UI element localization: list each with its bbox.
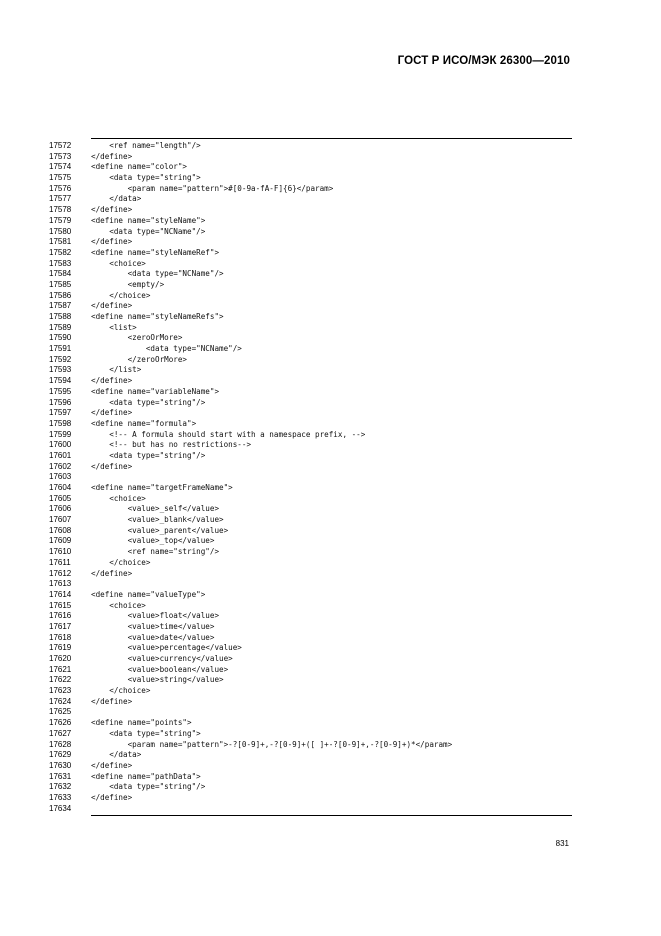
code-text: </define> [91, 205, 133, 215]
line-number: 17573 [49, 151, 72, 161]
listing-line [0, 194, 661, 205]
page-header-title: ГОСТ Р ИСО/МЭК 26300—2010 [397, 55, 570, 67]
listing-line [0, 611, 661, 622]
line-number: 17619 [49, 643, 72, 653]
code-text: </choice> [91, 290, 151, 300]
line-number: 17612 [49, 568, 72, 578]
listing-line [0, 323, 661, 334]
line-number: 17624 [49, 696, 72, 706]
line-number: 17633 [49, 792, 72, 802]
line-number: 17602 [49, 461, 72, 471]
listing-line [0, 633, 661, 644]
line-number: 17580 [49, 226, 72, 236]
line-number: 17606 [49, 504, 72, 514]
listing-line [0, 782, 661, 793]
listing-line [0, 665, 661, 676]
listing-line [0, 793, 661, 804]
listing-line [0, 173, 661, 184]
line-number: 17590 [49, 333, 72, 343]
line-number: 17610 [49, 547, 72, 557]
line-number: 17626 [49, 718, 72, 728]
listing-line [0, 365, 661, 376]
line-number: 17625 [49, 707, 72, 717]
code-text: <value>_top</value> [91, 536, 215, 546]
code-text: </zeroOrMore> [91, 354, 188, 364]
line-number: 17608 [49, 525, 72, 535]
code-text: <data type="string"> [91, 173, 201, 183]
line-number: 17630 [49, 760, 72, 770]
line-number: 17597 [49, 408, 72, 418]
line-number: 17629 [49, 750, 72, 760]
listing-line [0, 227, 661, 238]
line-number: 17615 [49, 600, 72, 610]
listing-line [0, 718, 661, 729]
listing-line [0, 740, 661, 751]
listing-line [0, 205, 661, 216]
listing-line [0, 387, 661, 398]
code-text: </define> [91, 760, 133, 770]
code-text: <value>date</value> [91, 632, 215, 642]
code-text: <data type="NCName"/> [91, 269, 224, 279]
listing-line [0, 494, 661, 505]
code-text: <value>percentage</value> [91, 643, 242, 653]
code-text: </define> [91, 301, 133, 311]
code-text: <value>string</value> [91, 675, 224, 685]
bottom-rule [91, 815, 572, 816]
listing-line [0, 590, 661, 601]
code-text: <define name="formula"> [91, 418, 197, 428]
code-text: <define name="valueType"> [91, 589, 206, 599]
line-number: 17578 [49, 205, 72, 215]
line-number: 17592 [49, 354, 72, 364]
listing-line [0, 526, 661, 537]
code-text: <choice> [91, 258, 146, 268]
code-text: <define name="color"> [91, 162, 188, 172]
line-number: 17595 [49, 386, 72, 396]
listing-line [0, 536, 661, 547]
line-number: 17607 [49, 515, 72, 525]
code-text: <data type="NCName"/> [91, 226, 206, 236]
listing-line [0, 772, 661, 783]
line-number: 17620 [49, 654, 72, 663]
line-number: 17593 [49, 365, 72, 375]
line-number: 17577 [49, 194, 72, 204]
code-text: <value>_blank</value> [91, 515, 224, 525]
listing-line [0, 675, 661, 686]
code-text: </choice> [91, 686, 151, 696]
line-number: 17605 [49, 493, 72, 503]
line-number: 17574 [49, 162, 72, 172]
listing-line [0, 333, 661, 344]
line-number: 17598 [49, 418, 72, 428]
line-number: 17575 [49, 173, 72, 183]
line-number: 17632 [49, 782, 72, 792]
code-text: </list> [91, 365, 142, 375]
line-number: 17591 [49, 344, 72, 354]
line-number: 17584 [49, 269, 72, 279]
code-text: </define> [91, 408, 133, 418]
code-text: <!-- A formula should start with a namespace prefix, --> [91, 429, 366, 439]
code-text: </define> [91, 696, 133, 706]
listing-line [0, 569, 661, 580]
line-number: 17585 [49, 279, 72, 289]
listing-line [0, 504, 661, 515]
listing-line [0, 643, 661, 654]
line-number: 17586 [49, 290, 72, 300]
line-number: 17621 [49, 664, 72, 674]
listing-line [0, 312, 661, 323]
code-text: <choice> [91, 600, 146, 610]
listing-line [0, 472, 661, 483]
line-number: 17601 [49, 450, 72, 460]
listing-line [0, 462, 661, 473]
line-number: 17618 [49, 632, 72, 642]
code-text: <value>_parent</value> [91, 525, 229, 535]
line-number: 17616 [49, 611, 72, 621]
code-text: <value>currency</value> [91, 654, 233, 663]
line-number: 17596 [49, 397, 72, 407]
listing-line [0, 398, 661, 409]
code-text: <ref name="string"/> [91, 547, 220, 557]
listing-line [0, 601, 661, 612]
listing-line [0, 237, 661, 248]
line-number: 17600 [49, 440, 72, 450]
listing-line [0, 451, 661, 462]
line-number: 17587 [49, 301, 72, 311]
listing-line [0, 419, 661, 430]
listing-line [0, 804, 661, 815]
line-number: 17599 [49, 429, 72, 439]
code-text: <param name="pattern">-?[0-9]+,-?[0-9]+([ ]+-?[0-9]+,-?[0-9]+)*</param> [91, 739, 453, 749]
top-rule [91, 138, 572, 139]
code-text: </define> [91, 568, 133, 578]
line-number: 17617 [49, 621, 72, 631]
code-text: <define name="variableName"> [91, 386, 220, 396]
line-number: 17583 [49, 258, 72, 268]
line-number: 17613 [49, 579, 72, 589]
listing-line [0, 622, 661, 633]
code-text: <define name="pathData"> [91, 771, 201, 781]
listing-line [0, 515, 661, 526]
listing-line [0, 686, 661, 697]
line-number: 17628 [49, 739, 72, 749]
code-text: <define name="points"> [91, 718, 192, 728]
listing-line [0, 654, 661, 665]
code-text: <data type="string"/> [91, 782, 206, 792]
listing-line [0, 141, 661, 152]
code-text: <value>_self</value> [91, 504, 220, 514]
code-text: </define> [91, 792, 133, 802]
line-number: 17594 [49, 376, 72, 386]
code-text: <define name="targetFrameName"> [91, 483, 233, 492]
code-listing [0, 141, 661, 814]
line-number: 17604 [49, 483, 72, 492]
listing-line [0, 280, 661, 291]
code-text: <define name="styleName"> [91, 215, 206, 225]
line-number: 17627 [49, 728, 72, 738]
code-text: <param name="pattern">#[0-9a-fA-F]{6}</param> [91, 183, 334, 193]
line-number: 17614 [49, 589, 72, 599]
line-number: 17622 [49, 675, 72, 685]
listing-line [0, 430, 661, 441]
listing-line [0, 707, 661, 718]
listing-line [0, 162, 661, 173]
code-text: </data> [91, 194, 142, 204]
code-text: <data type="string"/> [91, 397, 206, 407]
listing-line [0, 301, 661, 312]
listing-line [0, 579, 661, 590]
code-text: <value>time</value> [91, 621, 215, 631]
code-text: <empty/> [91, 279, 165, 289]
code-text: </define> [91, 376, 133, 386]
code-text: <define name="styleNameRef"> [91, 247, 220, 257]
code-text: <value>boolean</value> [91, 664, 229, 674]
listing-line [0, 259, 661, 270]
listing-line [0, 355, 661, 366]
code-text: </choice> [91, 557, 151, 567]
listing-line [0, 269, 661, 280]
code-text: <define name="styleNameRefs"> [91, 312, 224, 321]
line-number: 17603 [49, 472, 72, 482]
code-text: <!-- but has no restrictions--> [91, 440, 252, 450]
page-number: 831 [555, 839, 569, 848]
listing-line [0, 184, 661, 195]
code-text: <list> [91, 322, 137, 332]
listing-line [0, 216, 661, 227]
line-number: 17581 [49, 237, 72, 247]
listing-line [0, 376, 661, 387]
listing-line [0, 483, 661, 494]
listing-line [0, 408, 661, 419]
code-text: </data> [91, 750, 142, 760]
listing-line [0, 729, 661, 740]
listing-line [0, 344, 661, 355]
listing-line [0, 558, 661, 569]
listing-line [0, 248, 661, 259]
line-number: 17611 [49, 557, 71, 567]
line-number: 17634 [49, 803, 72, 813]
code-text: </define> [91, 151, 133, 161]
line-number: 17582 [49, 247, 72, 257]
line-number: 17576 [49, 183, 72, 193]
code-text: <choice> [91, 493, 146, 503]
code-text: </define> [91, 237, 133, 247]
listing-line [0, 152, 661, 163]
listing-line [0, 547, 661, 558]
listing-line [0, 750, 661, 761]
code-text: <ref name="length"/> [91, 141, 201, 150]
listing-line [0, 291, 661, 302]
line-number: 17623 [49, 686, 72, 696]
code-text: <value>float</value> [91, 611, 220, 621]
listing-line [0, 697, 661, 708]
line-number: 17631 [49, 771, 72, 781]
code-text: <data type="NCName"/> [91, 344, 242, 354]
code-text: <data type="string"> [91, 728, 201, 738]
line-number: 17589 [49, 322, 72, 332]
code-text: <zeroOrMore> [91, 333, 183, 343]
line-number: 17609 [49, 536, 72, 546]
line-number: 17579 [49, 215, 72, 225]
line-number: 17572 [49, 141, 72, 150]
code-text: <data type="string"/> [91, 450, 206, 460]
listing-line [0, 761, 661, 772]
line-number: 17588 [49, 312, 72, 321]
code-text: </define> [91, 461, 133, 471]
listing-line [0, 440, 661, 451]
